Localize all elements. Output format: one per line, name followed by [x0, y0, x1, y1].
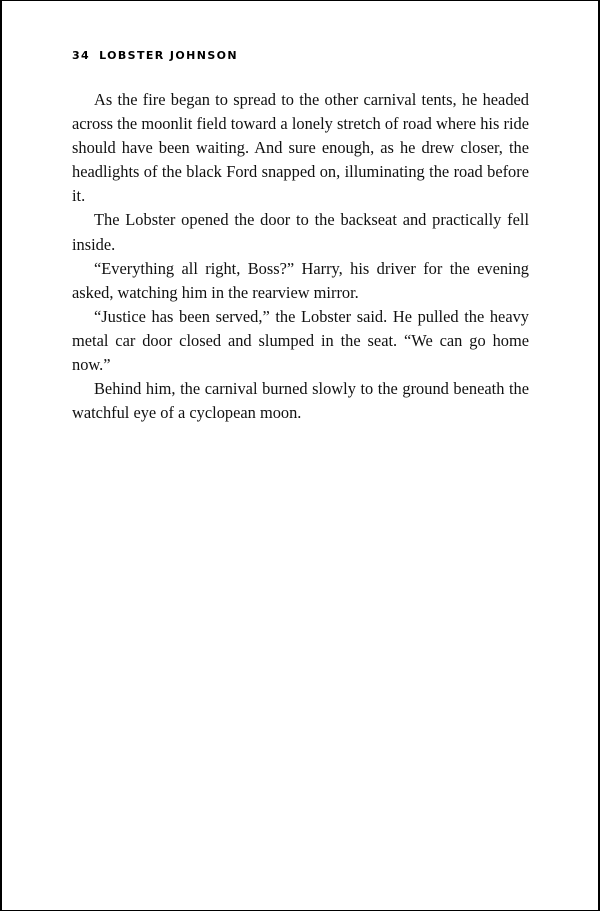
paragraph: The Lobster opened the door to the backseat and practically fell inside. — [72, 210, 529, 254]
running-title: LOBSTER JOHNSON — [99, 49, 239, 62]
paragraph: As the fire began to spread to the other carnival tents, he headed across the moonlit field toward a lonely stretch of road where his ride should have been waiting. And sure enough, as he drew closer, the headlights of the black Ford snapped on, illuminating the road before it. — [72, 90, 529, 206]
body-text — [72, 88, 529, 425]
paragraph: “Justice has been served,” the Lobster said. He pulled the heavy metal car door closed and slumped in the seat. “We can go home now.” — [72, 306, 529, 375]
paragraph: “Everything all right, Boss?” Harry, his driver for the evening asked, watching him in the rearview mirror. — [72, 258, 529, 302]
page-number: 34 — [72, 49, 91, 62]
paragraph: Behind him, the carnival burned slowly to the ground beneath the watchful eye of a cyclopean moon. — [72, 379, 529, 423]
running-head — [72, 49, 238, 62]
